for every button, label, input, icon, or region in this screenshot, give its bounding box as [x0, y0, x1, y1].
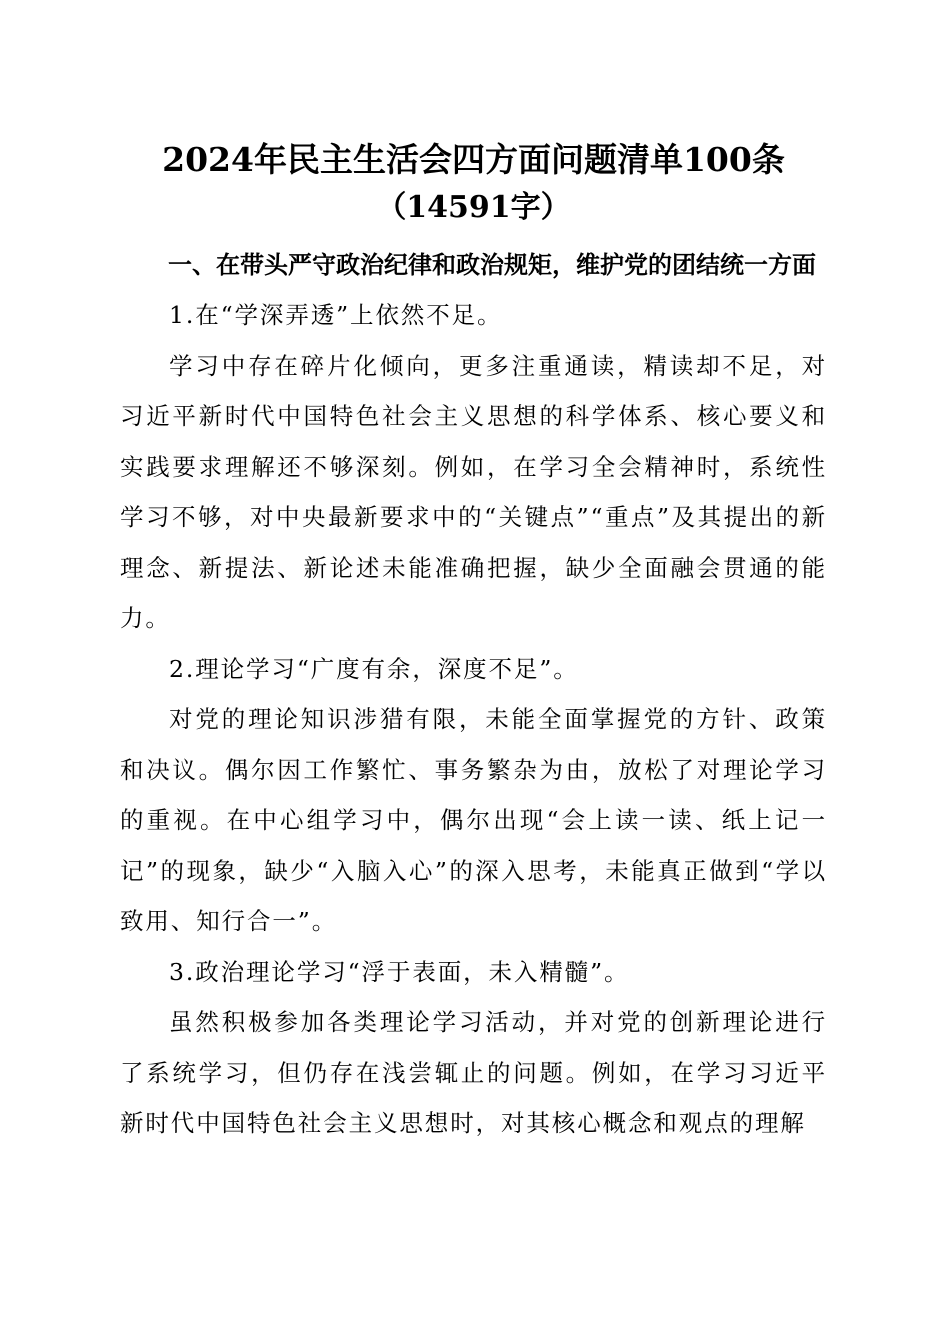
- item-body-1: 学习中存在碎片化倾向，更多注重通读，精读却不足，对习近平新时代中国特色社会主义思想的科学体系、核心要义和实践要求理解还不够深刻。例如，在学习全会精神时，系统性学习不够，对中央最新要求中的“关键点”“重点”及其提出的新理念、新提法、新论述未能准确把握，缺少全面融会贯通的能力。: [120, 351, 827, 632]
- item-body-3: 虽然积极参加各类理论学习活动，并对党的创新理论进行了系统学习，但仍存在浅尝辄止的问题。例如，在学习习近平新时代中国特色社会主义思想时，对其核心概念和观点的理解: [120, 1008, 827, 1137]
- document-title: 2024年民主生活会四方面问题清单100条: [162, 140, 785, 179]
- section-heading: 一、在带头严守政治纪律和政治规矩，维护党的团结统一方面: [168, 251, 816, 279]
- document-page: [120, 136, 827, 1149]
- document-subtitle: （14591字）: [376, 190, 571, 225]
- item-heading-1: 1.在“学深弄透”上依然不足。: [169, 301, 503, 329]
- item-heading-2: 2.理论学习“广度有余，深度不足”。: [169, 654, 579, 683]
- item-body-2: 对党的理论知识涉猎有限，未能全面掌握党的方针、政策和决议。偶尔因工作繁忙、事务繁杂为由，放松了对理论学习的重视。在中心组学习中，偶尔出现“会上读一读、纸上记一记”的现象，缺少“入脑入心”的深入思考，未能真正做到“学以致用、知行合一”。: [120, 705, 827, 935]
- item-heading-3: 3.政治理论学习“浮于表面，未入精髓”。: [169, 957, 630, 986]
